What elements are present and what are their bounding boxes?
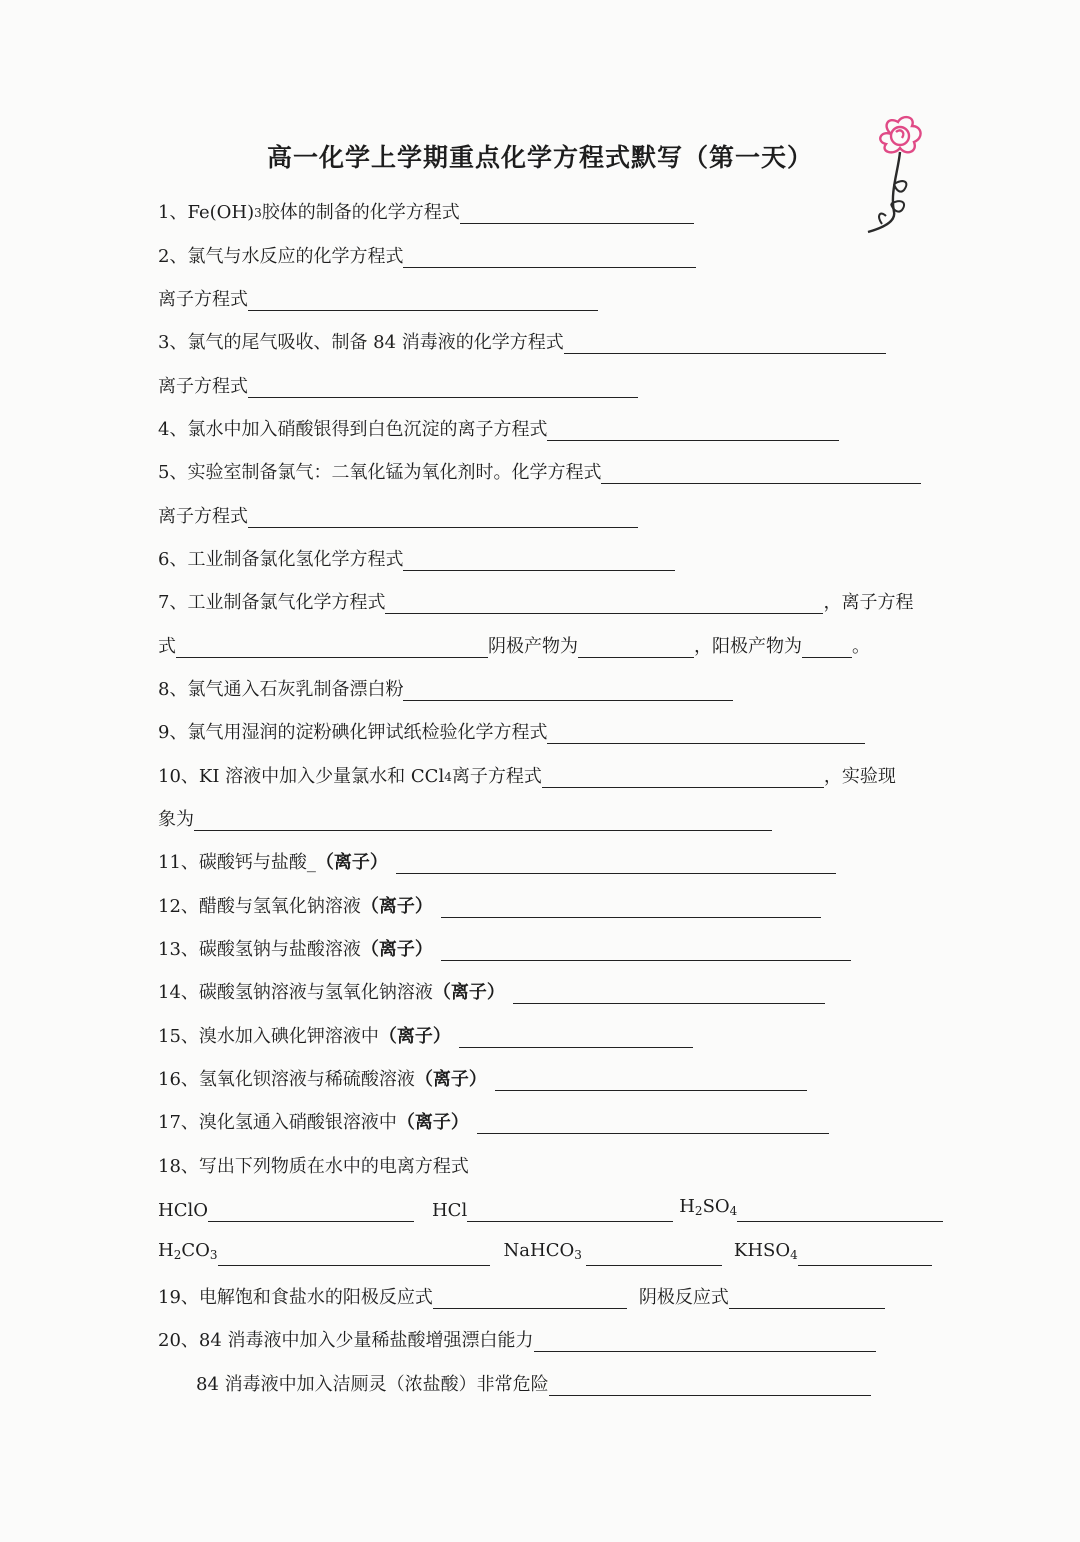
answer-blank[interactable] — [194, 808, 772, 831]
answer-blank[interactable] — [176, 635, 488, 658]
question-19-text: 19、电解饱和食盐水的阳极反应式 — [158, 1287, 433, 1308]
formula-h2so4: $H_2SO_4$ — [679, 1196, 738, 1218]
question-8 — [158, 669, 733, 701]
question-13 — [158, 929, 851, 961]
answer-blank[interactable] — [403, 678, 733, 701]
ion-tag: （离子） — [378, 1026, 451, 1047]
ion-tag: （离子） — [315, 852, 388, 873]
question-4 — [158, 409, 839, 441]
question-19 — [158, 1277, 885, 1309]
question-10 — [158, 756, 896, 788]
answer-blank[interactable] — [798, 1243, 932, 1266]
question-17 — [158, 1102, 829, 1134]
question-7-tail: ，离子方程 — [823, 592, 914, 613]
question-3-text: 3、氯气的尾气吸收、制备 84 消毒液的化学方程式 — [158, 332, 564, 353]
question-10-text: 10、KI 溶液中加入少量氯水和 CCl — [158, 766, 445, 787]
anode-product-label: ，阳极产物为 — [694, 636, 802, 657]
question-7 — [158, 582, 913, 614]
answer-blank[interactable] — [441, 895, 821, 918]
question-18-row-1 — [158, 1190, 943, 1222]
ion-tag: （离子） — [360, 939, 433, 960]
question-7-end: 。 — [852, 636, 870, 657]
question-10-tail: ，实验现 — [823, 766, 896, 787]
question-10-subscript: 4 — [444, 770, 452, 784]
answer-blank[interactable] — [542, 765, 824, 788]
answer-blank[interactable] — [441, 938, 851, 961]
question-20-text: 20、84 消毒液中加入少量稀盐酸增强漂白能力 — [158, 1330, 534, 1351]
answer-blank[interactable] — [513, 981, 825, 1004]
question-20-sub-text: 84 消毒液中加入洁厕灵（浓盐酸）非常危险 — [196, 1374, 549, 1395]
question-5-text: 5、实验室制备氯气：二氧化锰为氧化剂时。化学方程式 — [158, 462, 602, 483]
formula-hclo: HClO — [158, 1200, 208, 1221]
answer-blank[interactable] — [564, 331, 886, 354]
ion-equation-label: 离子方程式 — [158, 289, 248, 310]
question-11 — [158, 842, 836, 874]
question-12-text: 12、醋酸与氢氧化钠溶液 — [158, 896, 361, 917]
question-1-text: 胶体的制备的化学方程式 — [261, 202, 460, 223]
answer-blank[interactable] — [218, 1243, 490, 1266]
formula-hcl: HCl — [431, 1200, 468, 1221]
question-16 — [158, 1059, 807, 1091]
question-18 — [158, 1146, 469, 1178]
question-17-text: 17、溴化氢通入硝酸银溶液中 — [158, 1112, 397, 1133]
question-13-text: 13、碳酸氢钠与盐酸溶液 — [158, 939, 361, 960]
answer-blank[interactable] — [459, 1025, 693, 1048]
answer-blank[interactable] — [601, 461, 921, 484]
question-1-number: 1、 — [158, 202, 188, 223]
answer-blank[interactable] — [248, 288, 598, 311]
answer-blank[interactable] — [495, 1068, 807, 1091]
answer-blank[interactable] — [549, 1373, 871, 1396]
question-18-text: 18、写出下列物质在水中的电离方程式 — [158, 1156, 469, 1177]
question-6 — [158, 539, 675, 571]
answer-blank[interactable] — [396, 851, 836, 874]
question-3 — [158, 322, 886, 354]
question-7-cont-text: 式 — [158, 636, 176, 657]
ion-tag: （离子） — [414, 1069, 487, 1090]
question-10-text-post: 离子方程式 — [451, 766, 542, 787]
question-2 — [158, 236, 696, 268]
question-15-text: 15、溴水加入碘化钾溶液中 — [158, 1026, 379, 1047]
answer-blank[interactable] — [433, 1286, 627, 1309]
question-14-text: 14、碳酸氢钠溶液与氢氧化钠溶液 — [158, 982, 433, 1003]
flower-decoration-icon — [860, 112, 932, 237]
question-15 — [158, 1016, 693, 1048]
question-9-text: 9、氯气用湿润的淀粉碘化钾试纸检验化学方程式 — [158, 722, 548, 743]
cathode-product-label: 阴极产物为 — [488, 636, 578, 657]
ion-tag: （离子） — [396, 1112, 469, 1133]
question-7-cont — [158, 626, 870, 658]
ion-equation-label: 离子方程式 — [158, 376, 248, 397]
answer-blank[interactable] — [477, 1111, 829, 1134]
question-3-ion — [158, 366, 638, 398]
ion-equation-label: 离子方程式 — [158, 506, 248, 527]
question-1-formula: Fe(OH) — [187, 202, 255, 223]
question-20-sub — [196, 1364, 871, 1396]
question-11-text: 11、碳酸钙与盐酸_ — [158, 852, 316, 873]
answer-blank[interactable] — [208, 1199, 414, 1222]
answer-blank[interactable] — [403, 548, 675, 571]
question-14 — [158, 972, 825, 1004]
question-16-text: 16、氢氧化钡溶液与稀硫酸溶液 — [158, 1069, 415, 1090]
question-10-cont-text: 象为 — [158, 809, 194, 830]
answer-blank[interactable] — [802, 635, 852, 658]
question-4-text: 4、氯水中加入硝酸银得到白色沉淀的离子方程式 — [158, 419, 548, 440]
answer-blank[interactable] — [248, 375, 638, 398]
answer-blank[interactable] — [467, 1199, 673, 1222]
page-title: 高一化学上学期重点化学方程式默写（第一天） — [266, 143, 813, 172]
question-1 — [158, 192, 694, 224]
answer-blank[interactable] — [248, 505, 638, 528]
question-18-row-2 — [158, 1234, 932, 1266]
question-6-text: 6、工业制备氯化氢化学方程式 — [158, 549, 404, 570]
question-20 — [158, 1320, 876, 1352]
question-9 — [158, 712, 865, 744]
question-8-text: 8、氯气通入石灰乳制备漂白粉 — [158, 679, 404, 700]
formula-h2co3: $H_2CO_3$ — [158, 1240, 218, 1262]
answer-blank[interactable] — [586, 1243, 722, 1266]
question-5 — [158, 452, 921, 484]
question-10-cont — [158, 799, 772, 831]
answer-blank[interactable] — [737, 1199, 943, 1222]
answer-blank[interactable] — [578, 635, 694, 658]
formula-nahco3: NaHCO$_3$ — [503, 1240, 582, 1262]
question-2-text: 2、氯气与水反应的化学方程式 — [158, 246, 404, 267]
answer-blank[interactable] — [547, 721, 865, 744]
ion-tag: （离子） — [432, 982, 505, 1003]
question-5-ion — [158, 496, 638, 528]
formula-khso4: $KHSO_4$ — [733, 1240, 798, 1262]
answer-blank[interactable] — [547, 418, 839, 441]
question-2-ion — [158, 279, 598, 311]
answer-blank[interactable] — [534, 1329, 876, 1352]
question-12 — [158, 886, 821, 918]
answer-blank[interactable] — [460, 201, 694, 224]
cathode-reaction-label: 阴极反应式 — [638, 1287, 729, 1308]
question-7-text: 7、工业制备氯气化学方程式 — [158, 592, 386, 613]
question-1-formula-subscript: 3 — [254, 206, 262, 220]
ion-tag: （离子） — [360, 896, 433, 917]
answer-blank[interactable] — [385, 591, 823, 614]
answer-blank[interactable] — [403, 245, 696, 268]
answer-blank[interactable] — [729, 1286, 885, 1309]
